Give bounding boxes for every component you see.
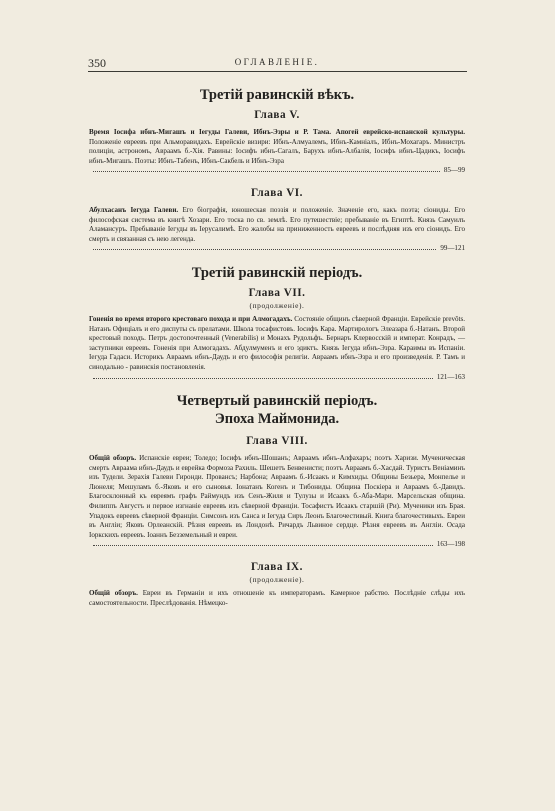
- page-header: [88, 56, 466, 72]
- chapter-subtitle: (продолженіе).: [249, 575, 305, 585]
- chapter-heading: Глава IX.: [251, 561, 303, 574]
- chapter-heading: Глава VII.: [248, 286, 306, 299]
- chapter-heading: Глава VI.: [251, 186, 303, 199]
- section-title: Четвертый равинскій періодъ.: [176, 393, 378, 410]
- running-title: ОГЛАВЛЕНІЕ.: [234, 57, 320, 67]
- page-range-row: [89, 166, 465, 176]
- chapter-summary: [89, 454, 465, 540]
- leader-dots: [93, 171, 440, 172]
- chapter-lead: Абулхасанъ Іегуда Галеви.: [89, 205, 179, 214]
- chapter-summary: [89, 206, 465, 244]
- chapter-lead: Время Іосифа ибнъ-Мигашъ и Іегуды Галеви, Ибнъ-Эзры и Р. Тама. Апогей еврейско-испанской культуры.: [89, 128, 465, 136]
- chapter-lead: Общій обзоръ.: [89, 454, 137, 463]
- page-range: 163—198: [436, 540, 465, 549]
- chapter-text: Его біографія, юношеская поэзія и положеніе. Значеніе его, какъ поэта; сіониды. Его философская система въ книгѣ Хозари. Его тоска по св. землѣ. Его путешествіе; пребываніе въ Египтѣ. Князь Самуилъ Аламансуръ. Пребываніе Іегуды въ Іерусалимѣ. Его жалобы на приниженность евреевъ и послѣдняя изъ его сіонидъ. Его смерть и связанная съ нею легенда.: [89, 205, 466, 243]
- chapter-summary: [89, 315, 465, 373]
- chapter-text: Положеніе евреевъ при Альморавидахъ. Еврейскіе визири: Ибнъ-Алмуалемъ, Ибнъ-Камніалъ, Ибнъ-Мохагаръ. Министръ полиціи, астрономъ, Авраамъ б.-Хія. Равины: Іосифъ ибнъ-Сагалъ, Барухъ ибнъ-Албалія, Іосифъ ибнъ-Цадикъ, Іосифъ ибнъ-Мигашъ. Поэты: Ибнъ-Табенъ, Ибнъ-Сакбель и Ибнъ-Эзра: [89, 137, 465, 165]
- page-range: 85—99: [443, 166, 465, 175]
- chapter-text: Евреи въ Германіи и ихъ отношеніе къ императорамъ. Камерное рабство. Послѣдніе слѣды ихъ самостоятельности. Преслѣдованія. Нѣмецко-: [89, 589, 466, 607]
- section-subtitle: Эпоха Маймонида.: [214, 411, 340, 428]
- chapter-text: Состояніе общинъ сѣверной Франціи. Еврейскіе prevôts. Натанъ Офиціалъ и его диспуты съ прелатами. Школа тосафистовъ. Іосифъ Кара. Мартирологъ Элеазара б.-Натанъ. Второй крестовый походъ. Петръ достопочтенный (Venerabilis) и Монахъ Рудольфъ. Бернаръ Клервосскій и императ. Конрадъ, — заступники евреевъ. Гоненія при Алмогадахъ. Абдулмуменъ и его эдиктъ. Князь Іегуда ибнъ-Эзра. Караимы въ Испаніи. Іегуда Гадаси. Историкъ Авраамъ ибнъ-Даудъ и его философія религіи. Авраамъ ибнъ-Эзра и его произведенія. Р. Тамъ и синодально - равинскія постановленія.: [89, 314, 466, 371]
- header-rule: [88, 71, 467, 72]
- chapter-summary: [89, 589, 465, 608]
- page-range-row: [89, 244, 465, 254]
- chapter-lead: Общій обзоръ.: [89, 589, 138, 598]
- page-number: 350: [88, 56, 106, 70]
- page-range: 99—121: [440, 244, 465, 253]
- chapter-lead: Гоненія во время второго крестоваго похода и при Алмогадахъ.: [89, 314, 293, 323]
- page-range: 121—163: [436, 372, 465, 381]
- page-range-row: [89, 373, 465, 383]
- section-title: Третій равинскій періодъ.: [191, 264, 363, 281]
- leader-dots: [93, 249, 436, 250]
- page-range-row: [89, 540, 465, 550]
- leader-dots: [93, 545, 433, 546]
- chapter-text: Испанскіе евреи; Толедо; Іосифъ ибнъ-Шошанъ; Авраамъ ибнъ-Алфахаръ; поэтъ Харизи. Мученическая смерть Авраама ибнъ-Даудъ и еврейка Формоза Рахиль. Шешетъ Бенвенисти; поэтъ Авраамъ б.-Хасдай. Туристъ Веніаминъ изъ Тудели. Зерахія Галеви Гиронди. Провансъ; Нарбона; Авраамъ б.-Исаакъ и Кимхиды. Общины Безьера, Монпелье и Люнеля; Мешуламъ б.-Яковъ и его сыновья. Іонатанъ Когенъ и Тибониды. Община Поскіера и Авраамъ б.-Давидъ. Благосклонный къ евреямъ графъ Раймундъ изъ Сенъ-Жиля и Тулузы и Исаакъ б.-Аба-Мари. Марсельская община. Филиппъ Августъ и первое изгнаніе евреевъ изъ сѣверной Франціи. Тосафистъ Исаакъ старшій (Ри). Мученики изъ Брая. Упадокъ евреевъ сѣверной Франціи. Симсонъ изъ Санса и Іегуда Сиръ Леонъ Благочестивый. Книга благочестивыхъ. Евреи въ Англіи; Яковъ Орлеанскій. Рѣзня евреевъ въ Лондонѣ. Ричардъ Львиное сердце. Рѣзня евреевъ въ Англіи. Осада Іоркскихъ евреевъ. Іоаннъ Безземельный и евреи.: [89, 454, 466, 539]
- table-of-contents: [89, 80, 465, 608]
- chapter-summary: [89, 128, 465, 166]
- chapter-heading: Глава V.: [254, 109, 300, 121]
- chapter-subtitle: (продолженіе).: [249, 300, 305, 310]
- section-title: Третій равинскій вѣкъ.: [199, 87, 355, 103]
- chapter-heading: Глава VIII.: [246, 435, 308, 448]
- leader-dots: [93, 378, 433, 379]
